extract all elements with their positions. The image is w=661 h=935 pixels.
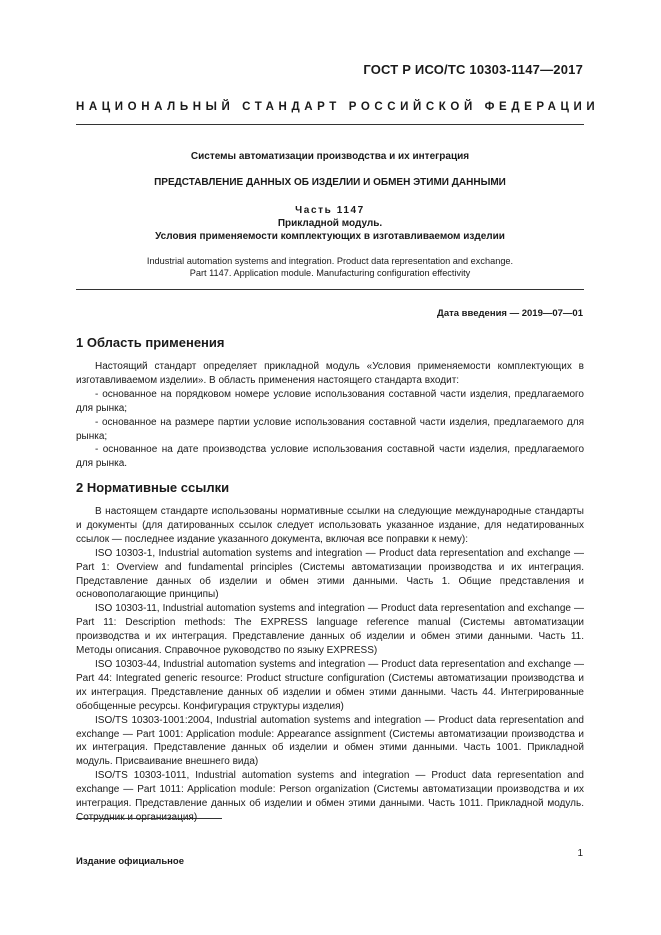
title-subtitle: Условия применяемости комплектующих в изготавливаемом изделии <box>155 231 505 242</box>
section-1-heading: 1 Область применения <box>76 335 225 350</box>
title-rule <box>76 289 584 290</box>
reference-iso-10303-1: ISO 10303-1, Industrial automation systems and integration — Product data representation and exchange — Part 1: Overview and fundamental principles (Системы автоматизации производства и их интеграция. Представление данных об изделии и обмен этими данными. Часть 1. Общие представления и основополагающие принципы) <box>76 547 584 601</box>
header-rule <box>76 124 584 125</box>
title-english-line2: Part 1147. Application module. Manufacturing configuration effectivity <box>189 268 471 278</box>
section-1-paragraph: Настоящий стандарт определяет прикладной модуль «Условия применяемости комплектующих в изготавливаемом изделии». В область применения настоящего стандарта входит: <box>76 361 584 386</box>
introduction-date: Дата введения — 2019—07—01 <box>437 308 583 319</box>
scope-item-2: - основанное на размере партии условие использования составной части изделия, предлагаемого для рынка; <box>76 416 584 442</box>
title-english-line1: Industrial automation systems and integration. Product data representation and exchange. <box>146 256 514 266</box>
page-number: 1 <box>577 848 583 859</box>
section-2-paragraph: В настоящем стандарте использованы нормативные ссылки на следующие международные стандарты и документы (для датированных ссылок следует использовать указанное издание, для недатированных ссылок — последнее издание указанного документа, включая все поправки к нему): <box>76 506 584 545</box>
reference-iso-ts-10303-1001: ISO/TS 10303-1001:2004, Industrial automation systems and integration — Product data representation and exchange — Part 1001: Application module: Appearance assignment (Системы автоматизации производства и их интеграция. Представление данных об изделии и обмен этими данными. Часть 1001. Прикладной модуль. Присваивание внешнего вида) <box>76 714 584 768</box>
footer-rule <box>76 818 222 819</box>
title-main: ПРЕДСТАВЛЕНИЕ ДАННЫХ ОБ ИЗДЕЛИИ И ОБМЕН ЭТИМИ ДАННЫМИ <box>154 177 506 188</box>
scope-item-3: - основанное на дате производства условие использования составной части изделия, предлагаемого для рынка. <box>76 444 584 470</box>
section-1-body <box>76 360 584 471</box>
title-part: Часть 1147 <box>295 205 365 216</box>
scope-item-1: - основанное на порядковом номере условие использования составной части изделия, предлагаемого для рынка; <box>76 388 584 414</box>
official-edition-label: Издание официальное <box>76 856 184 867</box>
section-2-body <box>76 505 584 825</box>
reference-iso-ts-10303-1011: ISO/TS 10303-1011, Industrial automation systems and integration — Product data representation and exchange — Part 1011: Application module: Person organization (Системы автоматизации производства и их интеграция. Представление данных об изделии и обмен этими данными. Часть 1011. Прикладной модуль. Сотрудник и организация) <box>76 770 584 823</box>
title-series: Системы автоматизации производства и их интеграция <box>190 151 470 162</box>
document-number: ГОСТ Р ИСО/ТС 10303-1147—2017 <box>363 62 583 77</box>
reference-iso-10303-44: ISO 10303-44, Industrial automation systems and integration — Product data representation and exchange — Part 44: Integrated generic resource: Product structure configuration (Системы автоматизации производства и их интеграция. Представление данных об изделии и обмен этими данными. Часть 44. Интегрированные обобщенные ресурсы. Конфигурация структуры изделия) <box>76 658 584 712</box>
section-2-heading: 2 Нормативные ссылки <box>76 480 230 495</box>
reference-iso-10303-11: ISO 10303-11, Industrial automation systems and integration — Product data representation and exchange — Part 11: Description methods: The EXPRESS language reference manual (Системы автоматизации производства и их интеграция. Представление данных об изделии и обмен этими данными. Часть 11. Методы описания. Справочное руководство по языку EXPRESS) <box>76 603 584 657</box>
title-module: Прикладной модуль. <box>277 218 383 229</box>
national-standard-banner: НАЦИОНАЛЬНЫЙ СТАНДАРТ РОССИЙСКОЙ ФЕДЕРАЦИИ <box>76 101 600 113</box>
